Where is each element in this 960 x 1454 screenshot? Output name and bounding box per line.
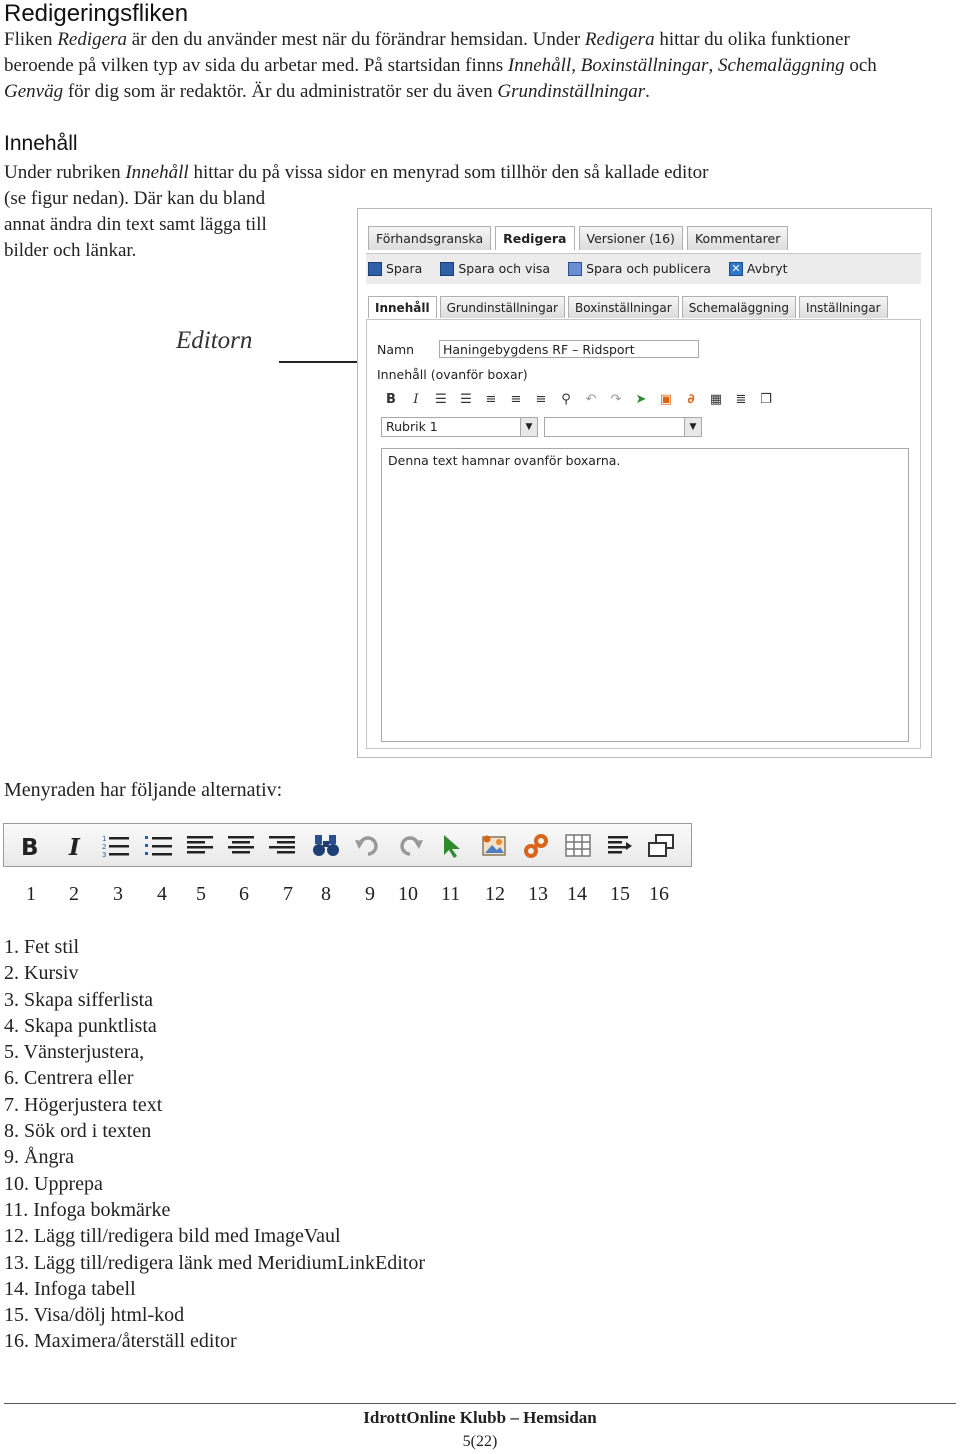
table-icon[interactable]: ▦ [709,391,723,407]
toolbar-number: 9 [365,883,375,905]
image-icon[interactable] [479,832,509,860]
text-italic: Grundinställningar [497,81,646,102]
svg-text:1: 1 [102,835,107,843]
list-item: 15. Visa/dölj html-kod [4,1304,185,1327]
undo-icon[interactable] [353,832,383,860]
toolbar-number: 16 [649,883,669,905]
list-item: 7. Högerjustera text [4,1093,163,1116]
list-item: 14. Infoga tabell [4,1277,136,1300]
toolbar-number: 6 [239,883,249,905]
list-item: 1. Fet stil [4,936,80,958]
list-item: 8. Sök ord i texten [4,1120,152,1143]
bold-icon[interactable]: B [386,391,396,407]
save-and-view-button[interactable] [440,261,550,276]
toolbar-number: 11 [441,883,461,905]
editor-screenshot [357,208,932,758]
tab-settings[interactable]: Inställningar [799,296,888,318]
toolbar-number: 7 [283,883,293,905]
save-button[interactable] [368,261,422,276]
text-italic: Redigera [584,29,655,50]
save-publish-label: Spara och publicera [586,261,711,276]
list-item: 6. Centrera eller [4,1067,134,1090]
svg-text:I: I [69,834,80,859]
list-item: 4. Skapa punktlista [4,1014,157,1037]
toolbar-number: 5 [196,883,206,905]
align-center-icon[interactable]: ≡ [510,391,522,407]
list-item: 13. Lägg till/redigera länk med MeridiumLinkEditor [4,1251,426,1274]
numbered-list-icon[interactable] [101,832,131,860]
innehall-line: bilder och länkar. [4,240,137,261]
action-buttons [368,261,788,276]
toolbar-number: 15 [610,883,630,905]
format-select[interactable] [381,417,538,437]
undo-icon[interactable]: ↶ [585,391,597,407]
align-right-icon[interactable]: ≡ [535,391,547,407]
svg-text:2: 2 [102,843,107,851]
cancel-label: Avbryt [746,261,788,276]
toolbar-number: 14 [567,883,587,905]
link-icon[interactable] [521,832,551,860]
page-number: 5(22) [462,1433,498,1450]
mini-editor-toolbar [381,390,776,408]
bullet-list-icon[interactable] [144,832,174,860]
tab-preview[interactable]: Förhandsgranska [368,226,491,250]
text-italic: Innehåll [125,162,189,183]
list-item: 11. Infoga bokmärke [4,1198,171,1221]
toolbar-number: 2 [69,883,79,905]
text: hittar du olika funktioner beroende på vilken typ av sida du arbetar med. På startsidan finns [4,29,850,76]
italic-icon[interactable]: I [413,391,419,407]
list-item: 3. Skapa sifferlista [4,988,154,1011]
chevron-down-icon: ▼ [684,418,701,436]
editor-callout-label: Editorn [176,327,253,354]
save-label: Spara [386,261,423,276]
editor-textarea[interactable]: Denna text hamnar ovanför boxarna. [381,448,909,742]
tab-content[interactable]: Innehåll [368,296,437,318]
redo-icon[interactable]: ↷ [610,391,622,407]
content-tabs [368,296,888,318]
tab-comments[interactable]: Kommentarer [687,226,788,250]
name-input[interactable]: Haningebygdens RF – Ridsport [439,340,699,358]
link-icon[interactable]: ∂ [687,391,695,407]
text-italic: Innehåll [507,55,572,76]
tab-box-settings[interactable]: Boxinställningar [568,296,679,318]
text: . [645,81,650,102]
maximize-icon[interactable] [646,832,676,860]
main-tabs [368,226,788,250]
bullet-list-icon[interactable]: ☰ [460,391,472,407]
editor-toolbar-large [3,823,692,867]
list-item: 5. Vänsterjustera, [4,1041,145,1064]
svg-text:3: 3 [102,851,107,859]
footer-title: IdrottOnline Klubb – Hemsidan [363,1408,597,1427]
innehall-line: annat ändra din text samt lägga till [4,214,267,235]
intro-paragraph [4,27,904,105]
binoculars-icon[interactable] [311,832,341,860]
toolbar-legend [4,934,425,1355]
save-view-label: Spara och visa [458,261,551,276]
align-left-icon[interactable]: ≡ [485,391,497,407]
text: , [571,55,581,76]
svg-text:B: B [21,835,39,859]
table-icon[interactable] [563,832,593,860]
text: Under rubriken [4,162,126,183]
tab-edit[interactable]: Redigera [495,226,574,250]
toolbar-number: 1 [26,883,36,905]
text: är den du använder mest när du förändrar hemsidan. Under [126,29,585,50]
text-italic: Genväg [4,81,64,102]
close-icon: ✕ [729,262,743,276]
binoculars-icon[interactable]: ⚲ [561,391,571,407]
innehall-paragraph [4,160,904,186]
text: hittar du på vissa sidor en menyrad som tillhör den så kallade editor [188,162,709,183]
italic-icon[interactable] [59,832,89,860]
text: , [708,55,718,76]
toolbar-intro: Menyraden har följande alternativ: [4,779,283,801]
text-italic: Boxinställningar [580,55,709,76]
list-item: 2. Kursiv [4,962,79,985]
tab-scheduling[interactable]: Schemaläggning [682,296,796,318]
text-italic: Schemaläggning [717,55,845,76]
align-right-icon[interactable] [267,832,297,860]
innehall-title: Innehåll [4,132,78,155]
align-left-icon[interactable] [185,832,215,860]
list-item: 9. Ångra [4,1146,74,1169]
numbered-list-icon[interactable]: ☰ [435,391,447,407]
footer-rule [4,1403,956,1404]
content-label: Innehåll (ovanför boxar) [377,367,528,382]
maximize-icon[interactable]: ❐ [760,391,772,407]
innehall-line: (se figur nedan). Där kan du bland [4,188,266,209]
style-select[interactable] [544,417,702,437]
save-and-publish-button[interactable] [568,261,711,276]
redo-icon[interactable] [395,832,425,860]
section-title: Redigeringsfliken [4,0,189,27]
html-source-icon[interactable]: ≣ [735,391,747,407]
list-item: 10. Upprepa [4,1172,103,1195]
publish-disk-icon [568,262,582,276]
disk-icon [368,262,382,276]
list-item: 16. Maximera/återställ editor [4,1330,237,1353]
html-source-icon[interactable] [605,832,635,860]
align-center-icon[interactable] [226,832,256,860]
toolbar-number: 3 [113,883,123,905]
cancel-button[interactable] [729,261,788,276]
toolbar-number: 10 [398,883,418,905]
bookmark-icon[interactable] [438,832,468,860]
tab-basic-settings[interactable]: Grundinställningar [440,296,565,318]
toolbar-number: 13 [528,883,548,905]
format-select-value: Rubrik 1 [386,419,438,434]
toolbar-number: 4 [157,883,167,905]
list-item: 12. Lägg till/redigera bild med ImageVaul [4,1225,341,1248]
text: Fliken [4,29,58,50]
bold-icon[interactable] [16,832,46,860]
tab-versions[interactable]: Versioner (16) [579,226,683,250]
bookmark-icon[interactable]: ➤ [635,391,647,407]
name-label: Namn [377,342,415,357]
text: för dig som är redaktör. Är du administratör ser du även [63,81,498,102]
disk-icon [440,262,454,276]
text: och [844,55,877,76]
content-panel [366,319,921,749]
image-icon[interactable]: ▣ [659,391,673,407]
toolbar-number: 12 [485,883,505,905]
text-italic: Redigera [57,29,127,50]
toolbar-number: 8 [321,883,331,905]
chevron-down-icon: ▼ [520,418,537,436]
